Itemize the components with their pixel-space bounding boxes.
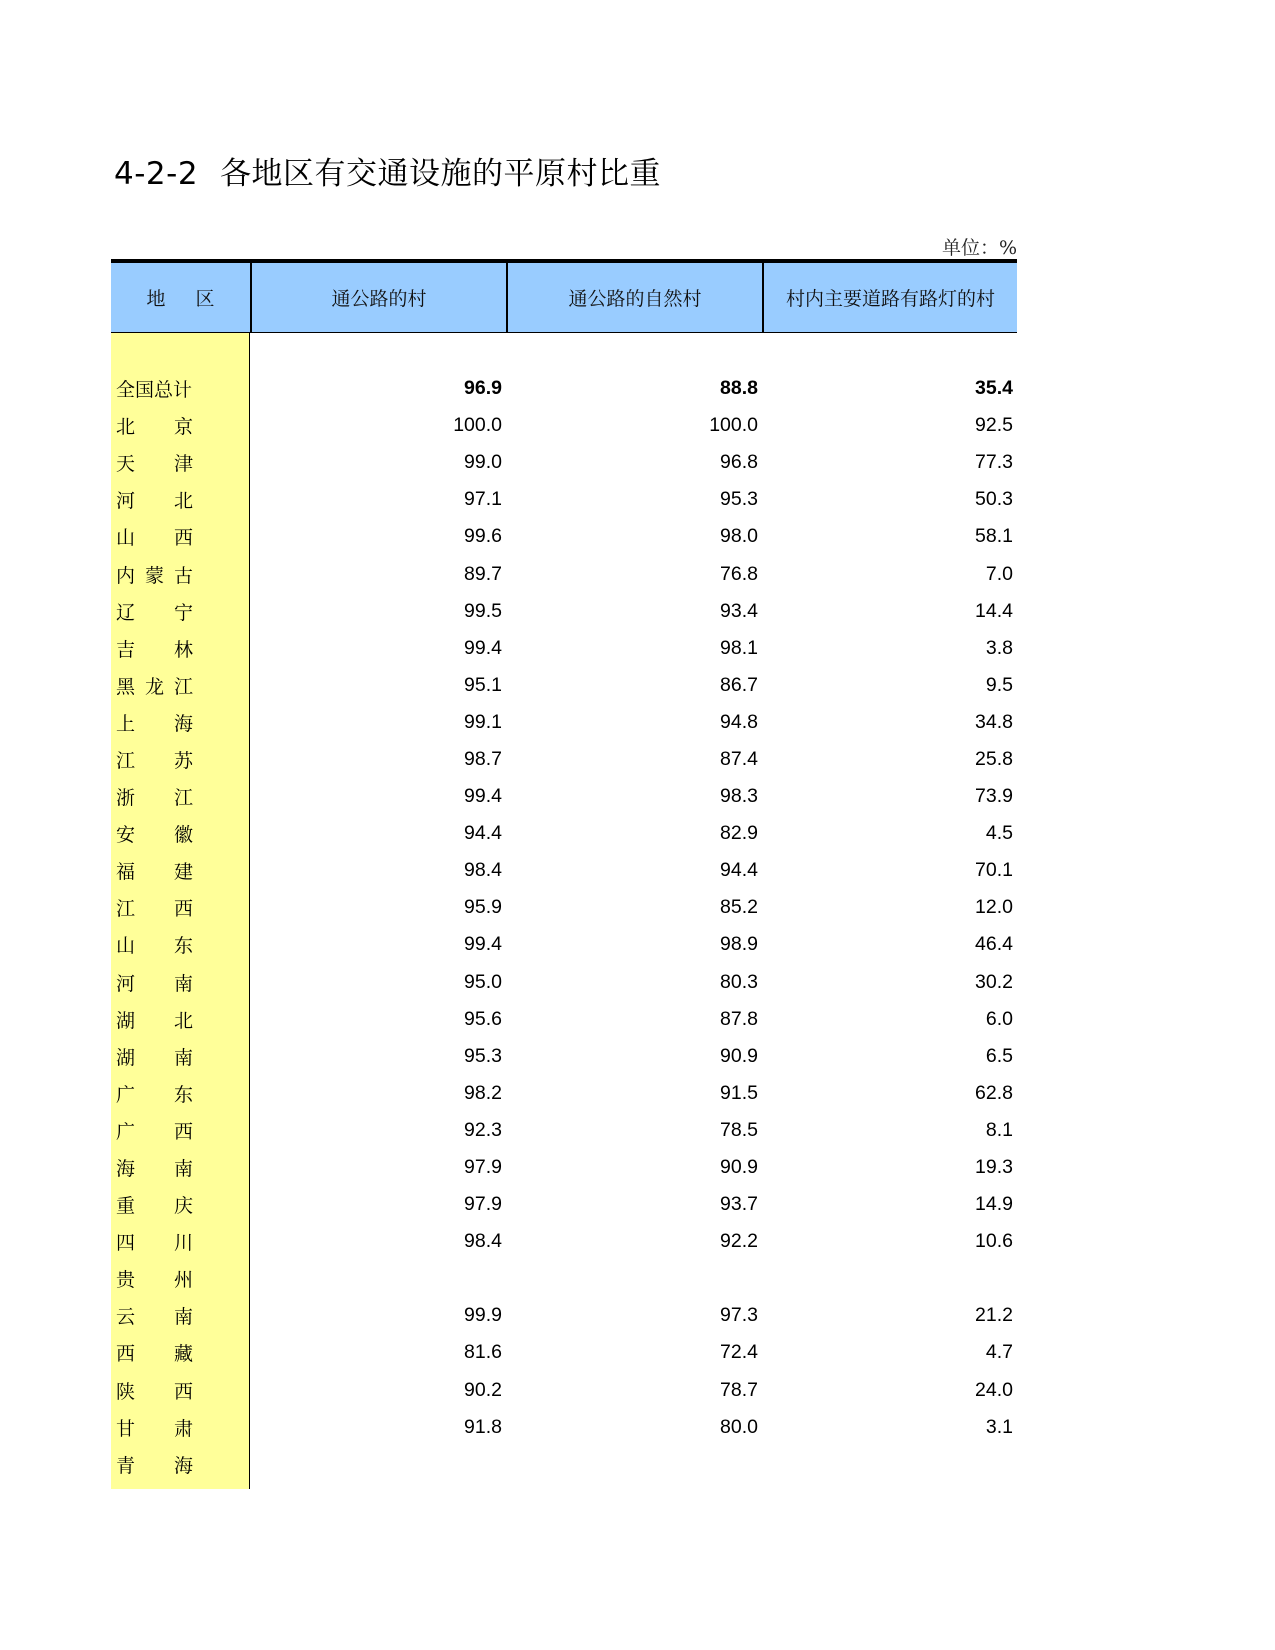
road-natural-villages-value: 94.8 [720,710,758,733]
region-row [111,593,249,630]
road-natural-villages-value: 85.2 [720,896,758,919]
region-row [111,1001,249,1038]
region-row [111,407,249,444]
road-natural-villages-value: 98.0 [720,525,758,548]
road-natural-villages-value: 87.4 [720,747,758,770]
road-villages-value: 92.3 [464,1118,502,1141]
region-name: 河 南 [116,972,193,995]
table-row [250,518,1017,555]
road-natural-villages-value: 95.3 [720,488,758,511]
streetlight-villages-value: 3.1 [985,1415,1013,1438]
region-row [111,1409,249,1446]
road-villages-value: 99.6 [464,525,502,548]
road-villages-value: 99.4 [464,785,502,808]
road-villages-value: 98.4 [464,859,502,882]
page-title [114,148,661,193]
road-natural-villages-value: 100.0 [709,414,758,437]
road-villages-value: 98.2 [464,1081,502,1104]
road-villages-value: 99.0 [464,451,502,474]
data-table [111,259,1017,1489]
streetlight-villages-value: 62.8 [975,1081,1013,1104]
region-name: 河 北 [116,490,193,513]
region-name: 贵 州 [116,1269,193,1292]
region-row [111,964,249,1001]
table-row [250,1001,1017,1038]
table-row [250,1372,1017,1409]
streetlight-villages-value: 12.0 [975,896,1013,919]
streetlight-villages-value: 34.8 [975,710,1013,733]
table-row [250,407,1017,444]
region-column [111,333,250,1489]
region-name: 江 苏 [116,749,193,772]
road-villages-value: 99.5 [464,599,502,622]
road-villages-value: 100.0 [453,414,502,437]
road-villages-value: 97.1 [464,488,502,511]
road-villages-value: 97.9 [464,1193,502,1216]
streetlight-villages-value: 4.5 [985,822,1013,845]
road-villages-value: 97.9 [464,1156,502,1179]
road-natural-villages-value: 94.4 [720,859,758,882]
region-name: 西 藏 [116,1343,193,1366]
road-villages-value: 96.9 [464,377,502,400]
streetlight-villages-value: 19.3 [975,1156,1013,1179]
region-row [111,667,249,704]
streetlight-villages-value: 35.4 [975,377,1013,400]
region-name: 天 津 [116,453,193,476]
road-natural-villages-value: 80.3 [720,970,758,993]
region-name: 广 东 [116,1083,193,1106]
region-name: 青 海 [116,1454,193,1477]
region-name: 内 蒙 古 [116,564,193,587]
road-natural-villages-value: 86.7 [720,673,758,696]
streetlight-villages-value: 25.8 [975,747,1013,770]
region-row [111,630,249,667]
table-row [250,370,1017,407]
region-row [111,704,249,741]
region-name: 黑 龙 江 [116,675,193,698]
road-natural-villages-value: 98.1 [720,636,758,659]
region-name: 甘 肃 [116,1417,193,1440]
header-road-natural-villages: 通公路的自然村 [506,263,762,332]
road-villages-value: 95.0 [464,970,502,993]
road-natural-villages-value: 82.9 [720,822,758,845]
table-row [250,1112,1017,1149]
table-row [250,667,1017,704]
region-row [111,852,249,889]
road-natural-villages-value: 88.8 [720,377,758,400]
region-name: 山 西 [116,527,193,550]
region-name: 全国总计 [116,379,193,402]
region-row [111,778,249,815]
road-natural-villages-value: 78.5 [720,1118,758,1141]
streetlight-villages-value: 92.5 [975,414,1013,437]
table-row [250,778,1017,815]
road-natural-villages-value: 91.5 [720,1081,758,1104]
road-villages-value: 99.1 [464,710,502,733]
region-row [111,1446,249,1483]
region-row [111,1149,249,1186]
table-row [250,1334,1017,1371]
table-row [250,630,1017,667]
road-natural-villages-value: 96.8 [720,451,758,474]
streetlight-villages-value: 3.8 [985,636,1013,659]
region-row [111,481,249,518]
region-row [111,1186,249,1223]
table-row [250,444,1017,481]
region-name: 湖 北 [116,1009,193,1032]
table-row [250,926,1017,963]
region-row [111,444,249,481]
road-natural-villages-value: 93.4 [720,599,758,622]
table-row [250,1038,1017,1075]
streetlight-villages-value: 24.0 [975,1378,1013,1401]
table-row [250,1223,1017,1260]
streetlight-villages-value: 6.0 [985,1007,1013,1030]
table-row [250,555,1017,592]
road-natural-villages-value: 72.4 [720,1341,758,1364]
table-row [250,593,1017,630]
region-name: 陕 西 [116,1380,193,1403]
streetlight-villages-value: 77.3 [975,451,1013,474]
table-row [250,1149,1017,1186]
table-row [250,852,1017,889]
streetlight-villages-value: 73.9 [975,785,1013,808]
table-body [111,333,1017,1489]
table-row [250,815,1017,852]
streetlight-villages-value: 46.4 [975,933,1013,956]
road-natural-villages-value: 92.2 [720,1230,758,1253]
region-name: 辽 宁 [116,601,193,624]
region-row [111,555,249,592]
road-villages-value: 99.4 [464,933,502,956]
region-row [111,1075,249,1112]
streetlight-villages-value: 50.3 [975,488,1013,511]
region-row [111,1112,249,1149]
table-row [250,481,1017,518]
region-name: 安 徽 [116,824,193,847]
region-name: 云 南 [116,1306,193,1329]
streetlight-villages-value: 14.4 [975,599,1013,622]
region-name: 四 川 [116,1232,193,1255]
header-region: 地区 [146,288,245,310]
region-name: 浙 江 [116,787,193,810]
region-name: 北 京 [116,416,193,439]
table-row [250,964,1017,1001]
road-villages-value: 99.4 [464,636,502,659]
road-villages-value: 91.8 [464,1415,502,1438]
road-villages-value: 90.2 [464,1378,502,1401]
table-row [250,1409,1017,1446]
table-number: 4-2-2 [114,156,199,192]
road-villages-value: 95.1 [464,673,502,696]
region-row [111,518,249,555]
table-row [250,889,1017,926]
streetlight-villages-value: 21.2 [975,1304,1013,1327]
streetlight-villages-value: 70.1 [975,859,1013,882]
streetlight-villages-value: 6.5 [985,1044,1013,1067]
unit-label: 单位：% [941,237,1017,259]
table-title-text: 各地区有交通设施的平原村比重 [220,156,662,192]
region-row [111,370,249,407]
region-row [111,1223,249,1260]
road-villages-value: 99.9 [464,1304,502,1327]
header-road-villages: 通公路的村 [250,263,506,332]
road-villages-value: 98.7 [464,747,502,770]
table-row [250,741,1017,778]
road-natural-villages-value: 97.3 [720,1304,758,1327]
region-name: 重 庆 [116,1195,193,1218]
table-row [250,1075,1017,1112]
region-row [111,1038,249,1075]
table-row [250,1297,1017,1334]
header-streetlight-villages: 村内主要道路有路灯的村 [762,263,1017,332]
region-row [111,1260,249,1297]
region-row [111,926,249,963]
region-name: 上 海 [116,712,193,735]
region-name: 广 西 [116,1120,193,1143]
road-natural-villages-value: 78.7 [720,1378,758,1401]
table-header [111,263,1017,333]
table-row [250,1260,1017,1297]
road-natural-villages-value: 98.9 [720,933,758,956]
region-name: 湖 南 [116,1046,193,1069]
road-natural-villages-value: 93.7 [720,1193,758,1216]
streetlight-villages-value: 10.6 [975,1230,1013,1253]
streetlight-villages-value: 9.5 [985,673,1013,696]
road-villages-value: 95.6 [464,1007,502,1030]
streetlight-villages-value: 8.1 [985,1118,1013,1141]
road-villages-value: 89.7 [464,562,502,585]
region-row [111,1297,249,1334]
road-villages-value: 95.3 [464,1044,502,1067]
road-natural-villages-value: 80.0 [720,1415,758,1438]
streetlight-villages-value: 7.0 [985,562,1013,585]
road-natural-villages-value: 76.8 [720,562,758,585]
road-villages-value: 81.6 [464,1341,502,1364]
table-row [250,1186,1017,1223]
road-villages-value: 98.4 [464,1230,502,1253]
region-row [111,815,249,852]
region-row [111,889,249,926]
streetlight-villages-value: 58.1 [975,525,1013,548]
road-natural-villages-value: 90.9 [720,1156,758,1179]
road-natural-villages-value: 87.8 [720,1007,758,1030]
region-name: 吉 林 [116,638,193,661]
table-row [250,704,1017,741]
region-name: 福 建 [116,861,193,884]
region-row [111,1334,249,1371]
road-villages-value: 94.4 [464,822,502,845]
road-natural-villages-value: 90.9 [720,1044,758,1067]
road-villages-value: 95.9 [464,896,502,919]
region-name: 山 东 [116,935,193,958]
region-row [111,741,249,778]
streetlight-villages-value: 14.9 [975,1193,1013,1216]
table-row [250,1446,1017,1483]
region-name: 海 南 [116,1158,193,1181]
streetlight-villages-value: 30.2 [975,970,1013,993]
values-column [250,333,1017,1489]
streetlight-villages-value: 4.7 [985,1341,1013,1364]
region-row [111,1372,249,1409]
road-natural-villages-value: 98.3 [720,785,758,808]
region-name: 江 西 [116,898,193,921]
